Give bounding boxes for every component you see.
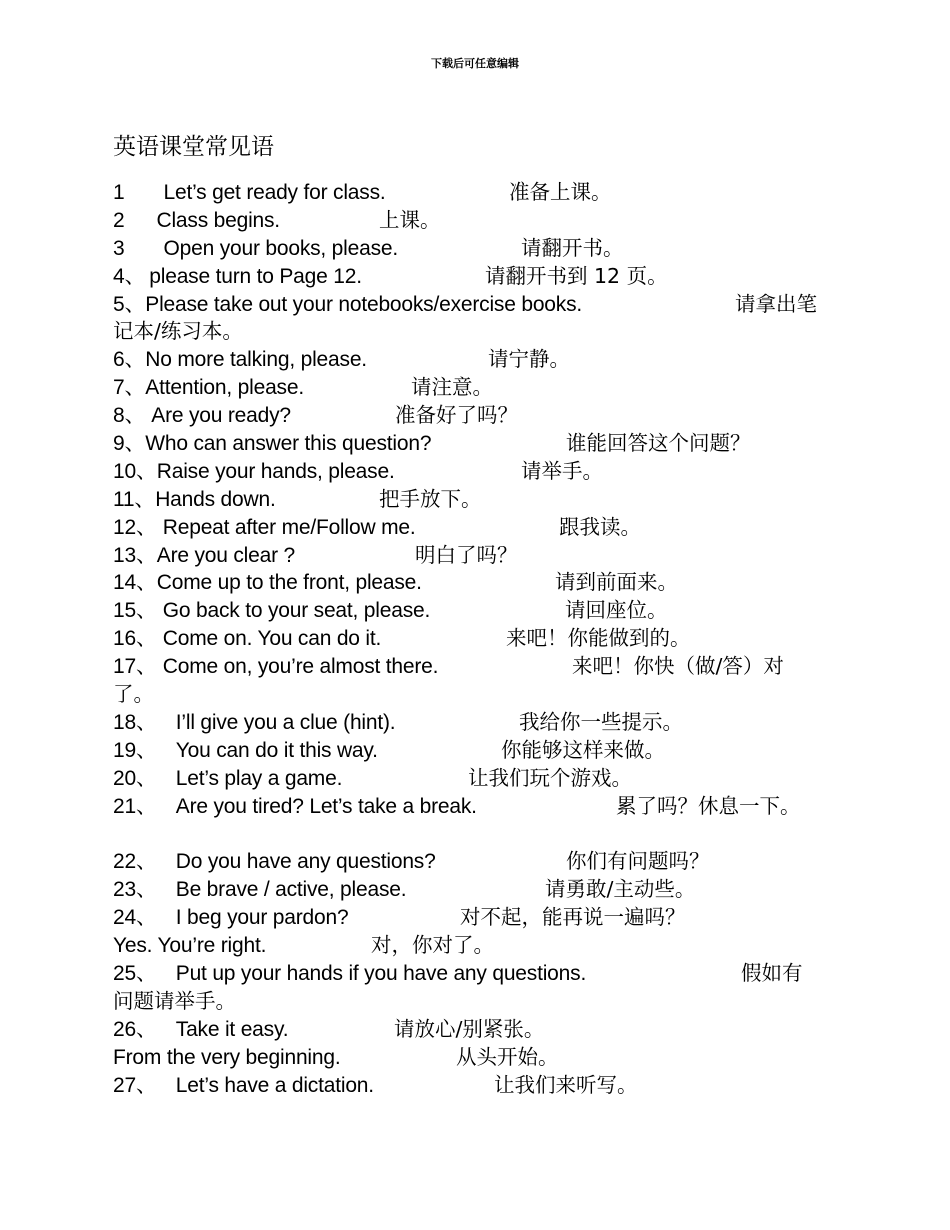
phrase-item <box>113 235 843 263</box>
phrase-list <box>113 179 843 1099</box>
phrase-item <box>113 709 843 737</box>
phrase-number: 23、 <box>113 878 157 902</box>
phrase-english: You can do it this way. <box>175 738 378 762</box>
phrase-english: Repeat after me/Follow me. <box>162 515 416 539</box>
phrase-item <box>113 430 843 458</box>
phrase-number: 4、 <box>113 264 146 288</box>
phrase-english: Let’s get ready for class. <box>163 181 386 204</box>
phrase-english: Come on. You can do it. <box>162 627 382 651</box>
phrase-english: Let’s have a dictation. <box>175 1073 374 1097</box>
phrase-number: 7、 <box>113 376 146 400</box>
phrase-chinese: 请到前面来。 <box>555 570 678 595</box>
phrase-item <box>113 932 843 960</box>
phrase-item <box>113 1072 843 1100</box>
phrase-number: 24、 <box>113 906 157 930</box>
phrase-english: Go back to your seat, please. <box>162 599 431 623</box>
phrase-number: 20、 <box>113 766 157 790</box>
phrase-english: Do you have any questions? <box>175 850 436 874</box>
phrase-number: 21、 <box>113 794 157 818</box>
phrase-chinese: 来吧！你能做到的。 <box>506 626 691 651</box>
phrase-continuation <box>113 681 843 709</box>
phrase-chinese: 请注意。 <box>411 375 493 400</box>
phrase-english: Let’s play a game. <box>175 766 343 790</box>
phrase-english: Raise your hands, please. <box>156 459 395 483</box>
phrase-chinese: 请翻开书到 12 页。 <box>485 263 668 288</box>
phrase-english: Please take out your notebooks/exercise books. <box>145 292 583 316</box>
phrase-chinese: 让我们玩个游戏。 <box>468 765 632 790</box>
phrase-number: 6、 <box>113 348 146 372</box>
phrase-item <box>113 569 843 597</box>
phrase-item <box>113 179 843 207</box>
phrase-item <box>113 960 843 988</box>
phrase-chinese: 假如有 <box>741 960 803 985</box>
phrase-number: 17、 <box>113 655 157 679</box>
phrase-number: 18、 <box>113 710 157 734</box>
phrase-item <box>113 653 843 681</box>
phrase-chinese: 请拿出笔 <box>735 291 817 316</box>
phrase-chinese: 你能够这样来做。 <box>501 737 665 762</box>
phrase-item <box>113 346 843 374</box>
phrase-number: 26、 <box>113 1017 157 1041</box>
phrase-english: Are you clear ? <box>156 543 296 567</box>
phrase-number: 27、 <box>113 1073 157 1097</box>
phrase-item <box>113 263 843 291</box>
phrase-english: Attention, please. <box>145 376 304 400</box>
phrase-item <box>113 793 843 821</box>
phrase-chinese: 请回座位。 <box>565 598 668 623</box>
phrase-number: 10、 <box>113 459 157 483</box>
phrase-number: 9、 <box>113 432 146 456</box>
phrase-chinese: 对不起，能再说一遍吗？ <box>460 905 686 930</box>
phrase-number: 11、 <box>113 487 156 511</box>
phrase-english: Hands down. <box>155 487 276 511</box>
phrase-english: I’ll give you a clue (hint). <box>175 710 396 734</box>
phrase-english: Who can answer this question? <box>145 432 432 456</box>
phrase-number: 8、 <box>113 404 146 428</box>
phrase-item <box>113 207 843 235</box>
page-header: 下载后可任意编辑 <box>431 57 519 70</box>
phrase-item <box>113 765 843 793</box>
phrase-chinese: 谁能回答这个问题？ <box>566 431 751 456</box>
phrase-chinese: 请勇敢/主动些。 <box>545 877 696 902</box>
phrase-number: 15、 <box>113 599 157 623</box>
phrase-number: 1 <box>113 181 125 204</box>
phrase-chinese: 准备上课。 <box>509 180 612 204</box>
phrase-item <box>113 402 843 430</box>
phrase-item <box>113 737 843 765</box>
phrase-english: No more talking, please. <box>145 348 367 372</box>
phrase-number: 5、 <box>113 292 146 316</box>
phrase-number: 22、 <box>113 850 157 874</box>
phrase-item <box>113 625 843 653</box>
phrase-english: Come on, you’re almost there. <box>162 655 439 679</box>
phrase-chinese-cont: 记本/练习本。 <box>113 319 243 344</box>
phrase-number: 25、 <box>113 961 157 985</box>
phrase-chinese: 明白了吗？ <box>415 542 518 567</box>
phrase-number: 14、 <box>113 571 157 595</box>
phrase-chinese: 准备好了吗？ <box>395 403 518 428</box>
phrase-chinese: 请翻开书。 <box>521 235 624 260</box>
phrase-chinese: 跟我读。 <box>559 514 641 539</box>
phrase-chinese: 从头开始。 <box>456 1044 559 1069</box>
phrase-english: I beg your pardon? <box>175 906 349 930</box>
phrase-english: Class begins. <box>156 208 280 232</box>
phrase-item <box>113 291 843 319</box>
phrase-chinese: 让我们来听写。 <box>494 1072 638 1097</box>
phrase-continuation <box>113 318 843 346</box>
phrase-item <box>113 374 843 402</box>
phrase-chinese: 来吧！你快（做/答）对 <box>572 654 784 679</box>
phrase-english: From the very beginning. <box>113 1045 341 1069</box>
phrase-chinese-cont: 了。 <box>113 682 154 707</box>
phrase-english: Come up to the front, please. <box>156 571 422 595</box>
phrase-continuation <box>113 988 843 1016</box>
phrase-chinese: 你们有问题吗？ <box>566 849 710 874</box>
phrase-item <box>113 848 843 876</box>
phrase-item <box>113 904 843 932</box>
phrase-item <box>113 458 843 486</box>
phrase-item <box>113 514 843 542</box>
phrase-item <box>113 597 843 625</box>
phrase-number: 3 <box>113 236 125 260</box>
phrase-english: Open your books, please. <box>163 236 399 260</box>
phrase-chinese: 累了吗？休息一下。 <box>616 793 801 818</box>
phrase-item <box>113 1044 843 1072</box>
phrase-item <box>113 486 843 514</box>
phrase-english: Put up your hands if you have any questions. <box>175 961 587 985</box>
phrase-english: please turn to Page 12. <box>149 264 362 288</box>
phrase-chinese: 请举手。 <box>521 458 603 483</box>
phrase-chinese: 对，你对了。 <box>371 933 494 958</box>
phrase-english: Be brave / active, please. <box>175 878 407 902</box>
phrase-number: 13、 <box>113 543 157 567</box>
phrase-chinese: 请放心/别紧张。 <box>394 1016 545 1041</box>
phrase-number: 2 <box>113 208 125 232</box>
phrase-number: 16、 <box>113 627 157 651</box>
document-title: 英语课堂常见语 <box>113 134 274 160</box>
phrase-chinese: 请宁静。 <box>488 347 570 372</box>
phrase-chinese: 把手放下。 <box>379 486 482 511</box>
phrase-english: Yes. You’re right. <box>113 934 267 958</box>
phrase-item <box>113 1016 843 1044</box>
phrase-english: Take it easy. <box>175 1017 289 1041</box>
phrase-item <box>113 876 843 904</box>
phrase-number: 19、 <box>113 738 157 762</box>
phrase-item <box>113 542 843 570</box>
blank-line <box>113 820 843 848</box>
phrase-chinese-cont: 问题请举手。 <box>113 988 236 1013</box>
phrase-english: Are you tired? Let’s take a break. <box>175 794 477 818</box>
phrase-chinese: 上课。 <box>379 207 441 232</box>
phrase-number: 12、 <box>113 515 157 539</box>
phrase-chinese: 我给你一些提示。 <box>519 709 683 734</box>
phrase-english: Are you ready? <box>151 404 291 428</box>
